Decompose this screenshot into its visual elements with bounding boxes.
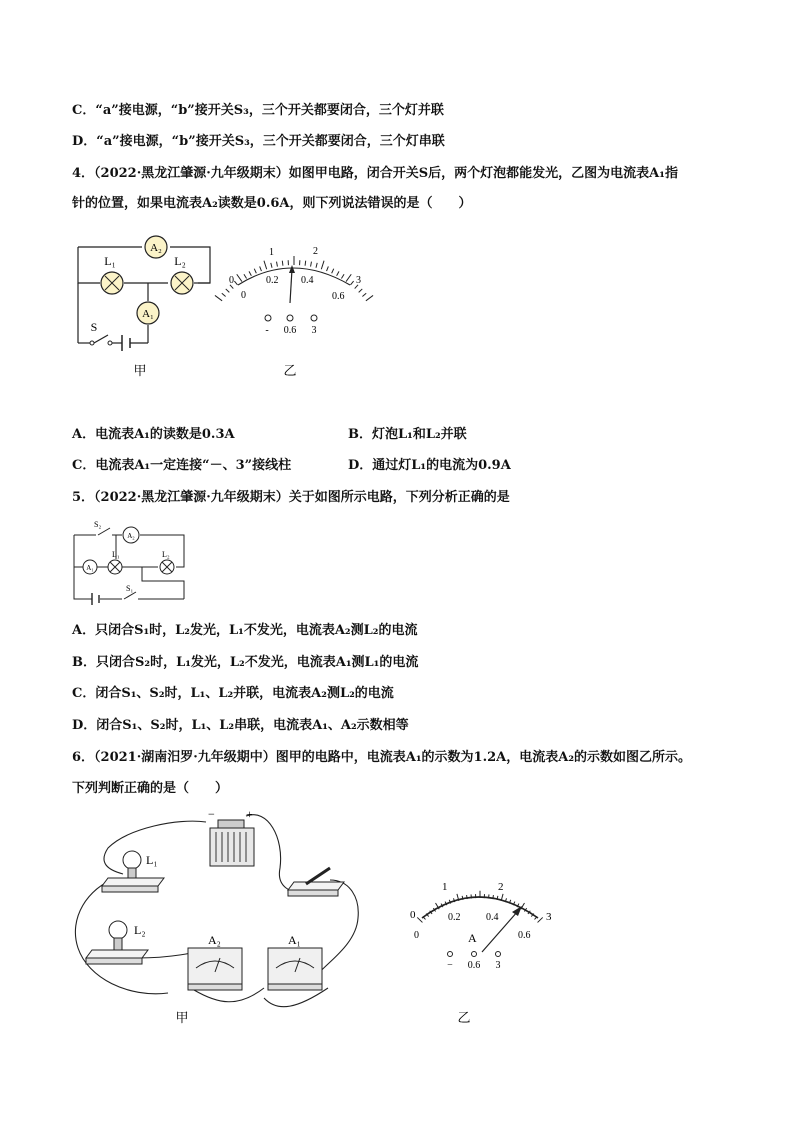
svg-text:3: 3: [356, 275, 361, 286]
meter-tick: [332, 269, 334, 274]
svg-text:A₂: A₂: [208, 933, 221, 947]
battery-icon: [210, 828, 254, 866]
meter-tick: [467, 895, 468, 899]
meter-tick: [282, 261, 283, 266]
q5-option-b: B．只闭合S₂时，L₁发光，L₂不发光，电流表A₁测L₁的电流: [72, 655, 419, 670]
svg-text:3: 3: [546, 911, 552, 923]
q5-option-d: D．闭合S₁、S₂时，L₁、L₂串联，电流表A₁、A₂示数相等: [72, 718, 409, 733]
svg-text:0.6: 0.6: [467, 960, 481, 971]
meter-tick: [260, 266, 262, 271]
ammeter-a2-icon: [188, 948, 242, 984]
svg-text:−: −: [208, 808, 215, 821]
svg-text:0.6: 0.6: [283, 325, 297, 336]
meter-tick: [366, 295, 373, 300]
svg-text:0.2: 0.2: [448, 912, 461, 923]
switch-s-label: S: [90, 320, 98, 334]
svg-text:1: 1: [442, 881, 448, 893]
meter-tick: [346, 274, 351, 281]
svg-text:0: 0: [229, 275, 234, 286]
meter-tick: [271, 263, 272, 268]
meter-needle: [290, 269, 292, 303]
q3-option-d: D．“a”接电源，“b”接开关S₃，三个开关都要闭合，三个灯串联: [72, 134, 445, 149]
svg-text:S₁: S₁: [126, 584, 134, 593]
figure6-jia-caption: 甲: [175, 1010, 189, 1025]
q5-stem: 5．（2022·黑龙江肇源·九年级期末）关于如图所示电路，下列分析正确的是: [72, 490, 510, 505]
svg-text:L₁: L₁: [146, 853, 158, 867]
meter-tick: [215, 295, 222, 300]
q5-option-c: C．闭合S₁、S₂时，L₁、L₂并联，电流表A₂测L₂的电流: [72, 686, 394, 701]
svg-text:L₂: L₂: [162, 550, 170, 559]
meter-tick: [327, 266, 329, 271]
q4-option-a: A．电流表A₁的读数是0.3A: [72, 427, 235, 442]
ammeter-a1-icon: [268, 948, 322, 984]
meter-tick: [316, 263, 317, 268]
svg-text:A₁: A₁: [86, 564, 94, 572]
meter-tick: [305, 261, 306, 266]
svg-text:0: 0: [414, 930, 419, 941]
meter-tick: [249, 271, 251, 275]
meter-tick: [277, 262, 278, 267]
meter-tick: [341, 274, 344, 278]
lamp-l1-label: L₁: [104, 254, 116, 268]
q5-circuit-figure: [66, 515, 196, 607]
q4-stem-line2: 针的位置，如果电流表A₂读数是0.6A，则下列说法错误的是（ ）: [72, 196, 472, 211]
q4-option-b: B．灯泡L₁和L₂并联: [348, 427, 467, 442]
meter-tick: [538, 917, 543, 922]
q4-circuit-figure: [60, 225, 390, 390]
svg-text:A₁: A₁: [288, 933, 301, 947]
meter-tick: [493, 895, 494, 899]
q4-stem-line1: 4．（2022·黑龙江肇源·九年级期末）如图甲电路，闭合开关S后，两个灯泡都能发光，乙图为电流表A₁指: [72, 166, 678, 181]
svg-text:3: 3: [495, 960, 501, 971]
q5-option-a: A．只闭合S₁时，L₂发光，L₁不发光，电流表A₂测L₂的电流: [72, 623, 418, 638]
q6-circuit-figure: [68, 808, 568, 1028]
svg-text:3: 3: [311, 325, 317, 336]
q4-option-c: C．电流表A₁一定连接“－、3”接线柱: [72, 458, 292, 473]
svg-text:0.4: 0.4: [486, 912, 499, 923]
meter-tick: [321, 261, 324, 270]
ammeter-a2-label: A₂: [150, 242, 162, 254]
meter-tick: [226, 289, 230, 292]
figure-jia-caption: 甲: [133, 363, 147, 378]
meter-tick: [417, 917, 422, 922]
q4-option-d: D．通过灯L₁的电流为0.9A: [348, 458, 511, 473]
bulb-l1-icon: [123, 851, 141, 869]
svg-text:0: 0: [241, 290, 246, 301]
meter-tick: [337, 271, 339, 275]
figure-yi-caption: 乙: [283, 363, 297, 378]
svg-text:-: -: [265, 325, 269, 336]
svg-text:A: A: [468, 931, 477, 945]
meter-tick: [222, 293, 226, 296]
svg-text:S₂: S₂: [94, 520, 102, 529]
meter-tick: [244, 274, 247, 278]
meter-tick: [362, 293, 366, 296]
meter-tick: [359, 289, 363, 292]
svg-text:+: +: [246, 808, 253, 821]
q6-stem-line1: 6．（2021·湖南汨罗·九年级期中）图甲的电路中，电流表A₁的示数为1.2A，电流表A₂的示数如图乙所示。: [72, 750, 692, 765]
meter-tick: [254, 269, 256, 274]
svg-text:2: 2: [498, 881, 504, 893]
svg-text:L₁: L₁: [112, 550, 120, 559]
q6-stem-line2: 下列判断正确的是（ ）: [72, 781, 229, 796]
meter-tick: [234, 281, 237, 285]
svg-text:2: 2: [313, 246, 318, 257]
meter-tick: [311, 262, 312, 267]
svg-text:0.2: 0.2: [266, 275, 279, 286]
svg-text:1: 1: [269, 247, 274, 258]
meter-tick: [264, 261, 267, 270]
ammeter-a1-label: A₁: [142, 308, 154, 320]
q3-option-c: C．“a”接电源，“b”接开关S₃，三个开关都要闭合，三个灯并联: [72, 103, 444, 118]
svg-text:0.4: 0.4: [301, 275, 314, 286]
svg-text:A₂: A₂: [127, 532, 135, 540]
svg-text:−: −: [447, 960, 453, 971]
meter-tick: [237, 274, 242, 281]
bulb-l2-icon: [109, 921, 127, 939]
svg-text:L₂: L₂: [134, 923, 146, 937]
svg-text:0.6: 0.6: [518, 930, 531, 941]
figure6-yi-caption: 乙: [457, 1010, 471, 1025]
svg-text:0.6: 0.6: [332, 291, 345, 302]
meter-tick: [350, 281, 353, 285]
lamp-l2-label: L₂: [174, 254, 186, 268]
svg-text:0: 0: [410, 909, 416, 921]
